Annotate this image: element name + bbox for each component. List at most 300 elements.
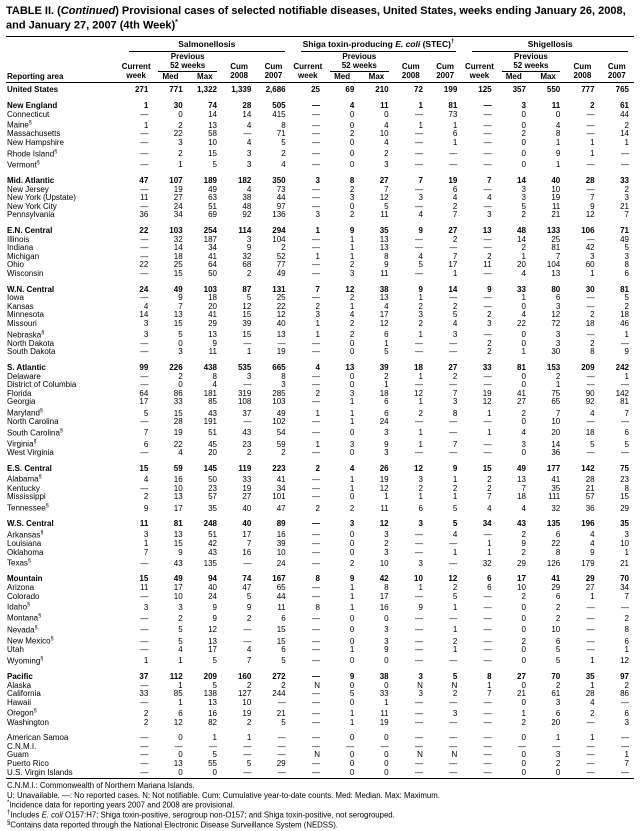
value-cell: 19 — [173, 184, 183, 194]
value-cell: — — [140, 625, 149, 635]
value-cell: 2 — [315, 463, 320, 473]
value-cell: 18 — [620, 310, 629, 320]
value-cell: 22 — [517, 318, 526, 328]
value-cell: 0 — [384, 733, 389, 743]
value-cell: 35 — [551, 483, 561, 493]
value-cell: 2 — [452, 636, 458, 646]
value-cell: 15 — [173, 268, 183, 278]
value-cell: — — [483, 733, 492, 743]
value-cell: 0 — [349, 149, 355, 159]
table-row — [6, 236, 634, 245]
value-cell: 2 — [246, 614, 252, 624]
value-cell: 19 — [482, 388, 492, 398]
value-cell: 8 — [315, 602, 320, 612]
value-cell: 25 — [173, 260, 183, 270]
value-cell: 16 — [208, 709, 217, 719]
cum-2008-header: Cum 2008 — [394, 52, 428, 83]
value-cell: 17 — [517, 574, 526, 584]
value-cell: 44 — [620, 109, 629, 119]
value-cell: 4 — [246, 137, 252, 147]
table-row — [6, 340, 634, 349]
value-cell: 21 — [276, 709, 286, 719]
dagger-footnote-mark: † — [450, 39, 455, 46]
value-cell: 1,339 — [231, 85, 252, 95]
value-cell: 16 — [379, 602, 389, 612]
value-cell: 0 — [349, 750, 355, 760]
value-cell: — — [552, 741, 561, 751]
reporting-area-cell: Pacific — [7, 672, 33, 682]
value-cell: 135 — [546, 519, 561, 529]
value-cell: 5 — [212, 680, 217, 690]
value-cell: 15 — [139, 574, 149, 584]
section-footnote-mark: § — [41, 329, 45, 336]
value-cell: — — [483, 530, 492, 540]
value-cell: 7 — [452, 210, 458, 220]
value-cell: 64 — [208, 260, 217, 270]
value-cell: 34 — [208, 243, 217, 253]
reporting-area-cell: Arizona — [7, 583, 35, 593]
value-cell: — — [140, 591, 149, 601]
section-footnote-mark: § — [33, 439, 37, 446]
value-cell: 11 — [380, 100, 389, 110]
value-cell: 0 — [349, 547, 355, 557]
value-cell: 8 — [281, 371, 286, 381]
reporting-area-cell: Ohio — [7, 260, 24, 270]
value-cell: 0 — [521, 137, 526, 147]
value-cell: 1 — [418, 371, 423, 381]
value-cell: — — [243, 625, 252, 635]
value-cell: 1 — [624, 547, 629, 557]
value-cell: 1 — [349, 417, 355, 427]
value-cell: 7 — [143, 428, 149, 438]
value-cell: 77 — [276, 260, 286, 270]
value-cell: 1 — [521, 293, 526, 303]
value-cell: 271 — [134, 85, 149, 95]
table-row — [6, 690, 634, 699]
value-cell: 39 — [242, 318, 252, 328]
value-cell: 9 — [178, 547, 183, 557]
value-cell: 14 — [620, 129, 629, 139]
table-row — [6, 502, 634, 513]
value-cell: 36 — [551, 448, 561, 458]
value-cell: — — [483, 602, 492, 612]
value-cell: 0 — [178, 733, 183, 743]
value-cell: 23 — [208, 483, 217, 493]
value-cell: 7 — [555, 251, 561, 261]
reporting-area-cell: Iowa — [7, 293, 24, 303]
value-cell: 9 — [452, 463, 458, 473]
value-cell: 272 — [272, 672, 286, 682]
table-row — [6, 261, 634, 270]
value-cell: — — [483, 439, 492, 449]
value-cell: 24 — [139, 284, 149, 294]
value-cell: 0 — [349, 137, 355, 147]
value-cell: 7 — [624, 210, 629, 220]
value-cell: — — [414, 243, 423, 253]
value-cell: 7 — [590, 193, 595, 203]
value-cell: — — [449, 656, 458, 666]
value-cell: 43 — [208, 547, 217, 557]
value-cell: 49 — [208, 184, 217, 194]
value-cell: 0 — [384, 759, 389, 769]
value-cell: 535 — [237, 362, 252, 372]
value-cell: 1 — [315, 408, 320, 418]
value-cell: 43 — [517, 519, 526, 529]
value-cell: 3 — [281, 380, 286, 390]
section-footnote-mark: § — [27, 602, 31, 609]
value-cell: — — [621, 338, 629, 348]
value-cell: 81 — [517, 362, 526, 372]
value-cell: 5 — [246, 293, 252, 303]
reporting-area-cell: Virginia§ — [7, 439, 37, 449]
section-footnote-mark: § — [39, 407, 43, 414]
value-cell: 1 — [349, 234, 355, 244]
table-row — [6, 549, 634, 558]
value-cell: 10 — [208, 137, 217, 147]
value-cell: 3 — [418, 310, 423, 320]
value-cell: 36 — [139, 210, 149, 220]
value-cell: — — [394, 769, 428, 779]
value-cell: — — [586, 448, 595, 458]
value-cell: — — [140, 417, 149, 427]
value-cell: 29 — [620, 503, 629, 513]
value-cell: — — [243, 129, 252, 139]
value-cell: 9 — [178, 293, 183, 303]
value-cell: — — [586, 301, 595, 311]
value-cell: 0 — [359, 769, 393, 779]
value-cell: 3 — [418, 519, 423, 529]
value-cell: 33 — [173, 397, 183, 407]
value-cell: 771 — [169, 85, 183, 95]
value-cell: 13 — [276, 330, 286, 340]
value-cell: 49 — [517, 463, 526, 473]
value-cell: 1 — [315, 226, 320, 235]
value-cell: 24 — [173, 201, 183, 211]
value-cell: 15 — [208, 149, 217, 159]
value-cell: — — [414, 184, 423, 194]
value-cell: 4 — [487, 193, 492, 203]
value-cell: 0 — [521, 160, 526, 170]
value-cell: 27 — [379, 176, 389, 186]
value-cell: — — [586, 645, 595, 655]
value-cell: 2 — [487, 338, 492, 348]
value-cell: — — [586, 330, 595, 340]
value-cell: — — [414, 234, 423, 244]
table-row — [6, 646, 634, 655]
value-cell: 4 — [521, 428, 526, 438]
value-cell: — — [483, 448, 492, 458]
value-cell: 0 — [521, 759, 526, 769]
value-cell: 5 — [281, 137, 286, 147]
value-cell: 112 — [169, 672, 183, 682]
value-cell: 34 — [482, 519, 492, 529]
value-cell: — — [449, 338, 458, 348]
disease-header-rule — [301, 39, 457, 52]
value-cell: — — [483, 717, 492, 727]
value-cell: 99 — [139, 362, 149, 372]
value-cell: 3 — [384, 428, 389, 438]
value-cell: 2 — [349, 260, 355, 270]
value-cell: 2 — [246, 717, 252, 727]
value-cell: — — [449, 149, 458, 159]
reporting-area-cell: Idaho§ — [7, 602, 31, 612]
value-cell: 0 — [521, 149, 526, 159]
value-cell: 5 — [384, 201, 389, 211]
value-cell: 1 — [349, 243, 355, 253]
value-cell: 0 — [325, 769, 359, 779]
disease-header-1 — [291, 39, 463, 52]
value-cell: 92 — [242, 210, 252, 220]
value-cell: 8 — [624, 260, 629, 270]
value-cell: 35 — [208, 503, 217, 513]
value-cell: 6 — [452, 129, 458, 139]
value-cell: — — [311, 338, 320, 348]
value-cell: 9 — [212, 602, 217, 612]
value-cell: 1 — [349, 709, 355, 719]
value-cell: 1 — [384, 697, 389, 707]
value-cell: — — [291, 769, 325, 779]
value-cell: 7 — [384, 184, 389, 194]
footnote-marked-lines — [7, 800, 634, 830]
value-cell: 1 — [349, 602, 355, 612]
value-cell: — — [586, 614, 595, 624]
value-cell: 101 — [272, 492, 286, 502]
value-cell: 0 — [521, 380, 526, 390]
value-cell: 2 — [178, 614, 183, 624]
value-cell: 12 — [620, 656, 629, 666]
value-cell: 2 — [178, 371, 183, 381]
table-row — [6, 584, 634, 593]
value-cell: 136 — [272, 210, 286, 220]
value-cell: — — [346, 741, 355, 751]
value-cell: 2 — [418, 483, 423, 493]
value-cell: 103 — [203, 284, 217, 294]
value-cell: — — [449, 614, 458, 624]
value-cell: 2 — [555, 680, 561, 690]
value-cell: 7 — [487, 689, 492, 699]
table-row — [6, 253, 634, 262]
value-cell: 244 — [272, 689, 286, 699]
title-rule — [6, 36, 634, 37]
value-cell: 438 — [203, 362, 217, 372]
value-cell: 57 — [585, 492, 595, 502]
reporting-area-cell: Alaska — [7, 680, 32, 690]
italic-text: E. coli — [41, 810, 63, 820]
text-part: TABLE II. ( — [6, 5, 61, 17]
value-cell: — — [277, 741, 286, 751]
value-cell: 81 — [620, 397, 629, 407]
value-cell: 0 — [349, 109, 355, 119]
value-cell: 22 — [173, 129, 183, 139]
value-cell: 3 — [418, 475, 423, 485]
value-cell: 5 — [143, 408, 149, 418]
value-cell: 103 — [169, 226, 183, 235]
value-cell: 5 — [212, 656, 217, 666]
value-cell: — — [140, 201, 149, 211]
value-cell: — — [311, 759, 320, 769]
value-cell: — — [414, 137, 423, 147]
value-cell: 11 — [380, 709, 389, 719]
value-cell: — — [140, 645, 149, 655]
value-cell: 25 — [551, 234, 561, 244]
table-row — [6, 294, 634, 303]
value-cell: 2 — [281, 680, 286, 690]
value-cell: 57 — [208, 492, 217, 502]
value-cell: — — [449, 717, 458, 727]
value-cell: 12 — [379, 193, 389, 203]
table-row — [6, 270, 634, 279]
reporting-area-cell: Illinois — [7, 234, 30, 244]
value-cell: 1 — [521, 709, 526, 719]
value-cell: 32 — [242, 251, 252, 261]
value-cell: 39 — [276, 539, 286, 548]
value-cell: 12 — [551, 310, 561, 320]
section-footnote-mark: § — [38, 474, 42, 481]
value-cell: 15 — [276, 636, 286, 646]
value-cell: — — [621, 417, 629, 427]
table-row — [6, 427, 634, 438]
value-cell: 21 — [517, 689, 526, 699]
table-row — [6, 682, 634, 691]
value-cell: 28 — [585, 475, 595, 485]
value-cell: 28 — [585, 176, 595, 186]
value-cell: 1 — [624, 750, 629, 760]
value-cell: 2 — [590, 709, 595, 719]
value-cell: 42 — [208, 539, 217, 548]
table-row — [6, 529, 634, 540]
value-cell: N — [451, 680, 458, 690]
value-cell: — — [311, 741, 320, 751]
value-cell: 1 — [143, 539, 149, 548]
value-cell: 48 — [517, 226, 526, 235]
value-cell: 11 — [139, 519, 149, 529]
value-cell: 1 — [418, 120, 423, 130]
value-cell: 1 — [452, 492, 458, 502]
value-cell: 3 — [384, 448, 389, 458]
value-cell: 3 — [590, 251, 595, 261]
value-cell: — — [414, 160, 423, 170]
value-cell: 1 — [178, 656, 183, 666]
value-cell: — — [414, 448, 423, 458]
value-cell: — — [311, 397, 320, 407]
value-cell: 0 — [531, 769, 565, 779]
text-part: * — [175, 18, 178, 26]
value-cell: 6 — [487, 583, 492, 593]
value-cell: 196 — [581, 519, 595, 529]
value-cell: 32 — [173, 234, 183, 244]
value-cell: 0 — [349, 697, 355, 707]
value-cell: — — [140, 750, 149, 760]
reporting-area-cell: Pennsylvania — [7, 210, 55, 220]
value-cell: 13 — [173, 310, 183, 320]
value-cell: 11 — [380, 210, 389, 220]
table-row — [6, 99, 634, 111]
value-cell: 9 — [590, 547, 595, 557]
value-cell: 7 — [521, 483, 526, 493]
value-cell: 27 — [448, 362, 458, 372]
value-cell: 4 — [384, 137, 389, 147]
value-cell: 89 — [276, 519, 286, 529]
value-cell: 2 — [281, 149, 286, 159]
value-cell: 285 — [272, 388, 286, 398]
value-cell: — — [243, 558, 252, 568]
value-cell: 1 — [452, 625, 458, 635]
value-cell: 86 — [173, 388, 183, 398]
value-cell: 1 — [246, 347, 252, 357]
value-cell: 12 — [379, 318, 389, 328]
value-cell: — — [483, 656, 492, 666]
value-cell: 10 — [551, 417, 561, 427]
value-cell: 11 — [140, 193, 149, 203]
value-cell: 2 — [349, 129, 355, 139]
value-cell: 9 — [555, 149, 561, 159]
value-cell: 1 — [452, 602, 458, 612]
value-cell: — — [414, 591, 423, 601]
value-cell: 0 — [384, 109, 389, 119]
value-cell: 8 — [624, 625, 629, 635]
value-cell: 40 — [242, 503, 252, 513]
value-cell: 24 — [276, 558, 286, 568]
value-cell: — — [277, 338, 286, 348]
value-cell: 319 — [237, 388, 252, 398]
value-cell: — — [517, 741, 526, 751]
value-cell: 3 — [521, 439, 526, 449]
value-cell: 4 — [521, 310, 526, 320]
value-cell: 5 — [178, 625, 183, 635]
value-cell: — — [222, 769, 256, 779]
value-cell: — — [256, 769, 290, 779]
value-cell: 29 — [585, 574, 595, 584]
reporting-area-cell: Hawaii — [7, 697, 32, 707]
value-cell: 4 — [384, 301, 389, 311]
value-cell: 1 — [590, 591, 595, 601]
value-cell: 12 — [379, 483, 389, 493]
value-cell: 0 — [521, 697, 526, 707]
table-row — [6, 670, 634, 682]
value-cell: 28 — [173, 417, 183, 427]
value-cell: 0 — [178, 338, 183, 348]
reporting-area-cell: Guam — [7, 750, 29, 760]
value-cell: — — [621, 697, 629, 707]
value-cell: 2 — [418, 408, 423, 418]
value-cell: 131 — [272, 284, 286, 294]
value-cell: 70 — [551, 672, 561, 682]
value-cell: — — [311, 636, 320, 646]
value-cell: 30 — [551, 347, 561, 357]
value-cell: 1 — [349, 397, 355, 407]
value-cell: — — [586, 120, 595, 130]
reporting-area-cell: Michigan — [7, 251, 40, 261]
value-cell: 13 — [208, 330, 217, 340]
value-cell: — — [483, 645, 492, 655]
value-cell: 19 — [448, 176, 458, 186]
value-cell: 81 — [448, 100, 458, 110]
value-cell: 8 — [281, 120, 286, 130]
value-cell: 29 — [551, 583, 561, 593]
value-cell: 10 — [276, 547, 286, 557]
value-cell: 11 — [483, 260, 492, 270]
value-cell: 55 — [208, 759, 217, 769]
value-cell: 765 — [615, 85, 629, 95]
value-cell: 2 — [384, 371, 389, 381]
value-cell: 8 — [212, 371, 217, 381]
value-cell: 9 — [246, 602, 252, 612]
value-cell: 4 — [555, 120, 561, 130]
value-cell: — — [311, 492, 320, 502]
value-cell: — — [621, 602, 629, 612]
value-cell: 6 — [624, 268, 629, 278]
value-cell: 1 — [418, 439, 423, 449]
